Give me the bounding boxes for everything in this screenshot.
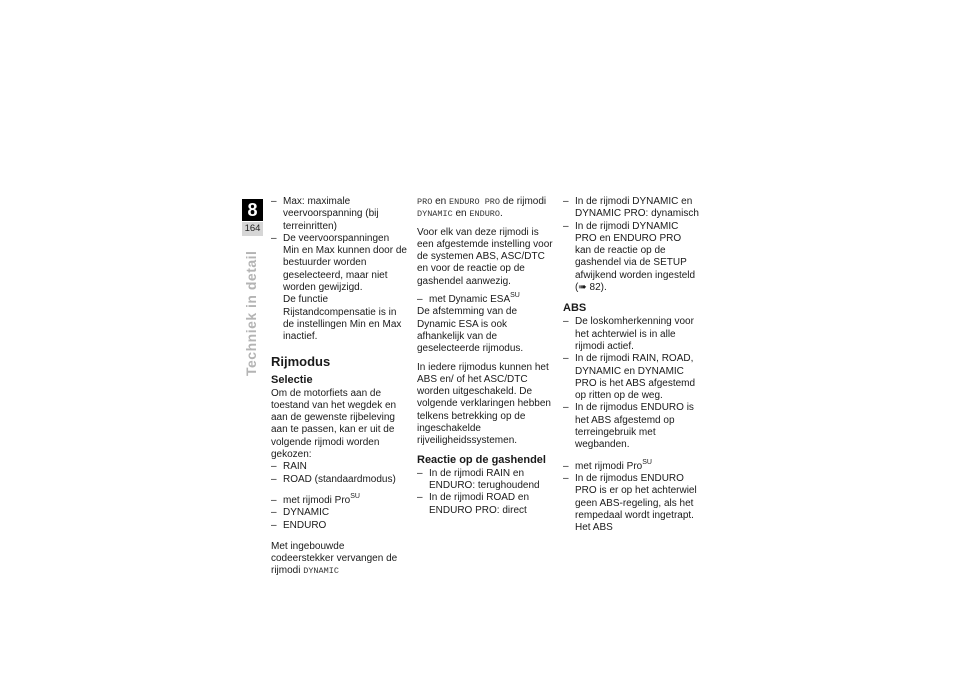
heading-rijmodus: Rijmodus — [271, 353, 331, 369]
list-item: – In de rijmodi ROAD en ENDURO PRO: direct — [417, 492, 554, 517]
list-item: – Max: maximale veervoorspanning (bij terreinritten) — [271, 196, 408, 233]
list-item — [271, 233, 408, 344]
option-intro — [417, 294, 554, 306]
option-superscript: SU — [350, 492, 360, 500]
column-3 — [563, 196, 700, 534]
list-item: – In de rijmodus ENDURO is het ABS afgestemd op terreingebruik met wegbanden. — [563, 402, 700, 451]
mode-code: DYNAMIC — [417, 209, 453, 220]
mode-code: DYNAMIC — [303, 566, 339, 577]
list-item: – ENDURO — [271, 520, 408, 532]
paragraph-text: Met ingebouwde codeerstekker vervangen de rijmodi — [271, 540, 398, 577]
list-item: – In de rijmodi DYNAMIC en DYNAMIC PRO: dynamisch — [563, 196, 700, 221]
column-2 — [417, 196, 554, 517]
page-number: 164 — [242, 222, 263, 236]
mode-code: PRO — [417, 197, 433, 207]
mode-code: ENDURO — [469, 209, 501, 220]
section-title: Techniek in detail — [243, 250, 259, 376]
list-item: – In de rijmodi RAIN en ENDURO: terughoudend — [417, 468, 554, 493]
paragraph: PRO en ENDURO PRO de rijmodi DYNAMIC en ENDURO. — [417, 196, 547, 220]
option-intro — [271, 492, 408, 507]
column-1 — [271, 196, 408, 584]
list-item: – In de rijmodi RAIN, ROAD, DYNAMIC en DYNAMIC PRO is het ABS afgestemd op ritten op de weg. — [563, 353, 700, 402]
paragraph: De afstemming van de Dynamic ESA is ook afhankelijk van de geselecteerde rijmodus. — [417, 306, 524, 355]
option-superscript: SU — [642, 458, 652, 466]
text: en — [455, 208, 467, 220]
option-intro-text: met rijmodi Pro — [575, 460, 643, 472]
mode-code: ENDURO PRO — [449, 197, 501, 207]
heading-reactie: Reactie op de gashendel — [417, 453, 546, 466]
list-item-text: In de rijmodi DYNAMIC PRO en ENDURO PRO kan de reactie op de gashendel via de SETUP afwijkend worden ingesteld — [575, 220, 696, 281]
chapter-number: 8 — [242, 199, 263, 221]
text: en — [435, 196, 447, 207]
option-intro — [563, 458, 700, 473]
paragraph: Voor elk van deze rijmodi is een afgestemde instelling voor de systemen ABS, ASC/DTC en voor de reactie op de gashendel aanwezig. — [417, 226, 553, 287]
list-item: – RAIN — [271, 461, 408, 473]
list-item: – DYNAMIC — [271, 507, 408, 519]
heading-abs: ABS — [563, 302, 587, 315]
list-item: – In de rijmodus ENDURO PRO is er op het achterwiel geen ABS-regeling, als het rempedaal wordt ingetrapt. Het ABS — [563, 473, 700, 534]
paragraph: In iedere rijmodus kunnen het ABS en/ of het ASC/DTC worden uitgeschakeld. De volgende verklaringen hebben telkens betrekking op de ingeschakelde rijveiligheidssystemen. — [417, 361, 551, 447]
list-item-text: De functie Rijstandcompensatie is in de instellingen Min en Max inactief. — [283, 294, 402, 343]
list-item: – In de rijmodi DYNAMIC PRO en ENDURO PRO kan de reactie op de gashendel via de SETUP afwijkend worden ingesteld (➠ 82). — [563, 221, 700, 295]
list-item: – De loskomherkenning voor het achterwiel is in alle rijmodi actief. — [563, 316, 700, 353]
heading-selectie: Selectie — [271, 373, 313, 386]
option-intro-text: met Dynamic ESA — [429, 294, 511, 306]
list-item: – ROAD (standaardmodus) — [271, 474, 408, 486]
option-superscript: SU — [510, 292, 520, 300]
list-item-text: De veervoorspanningen Min en Max kunnen door de bestuurder worden geselecteerd, maar niet worden gewijzigd. — [283, 232, 407, 294]
page-reference-link[interactable]: 82 — [589, 282, 601, 294]
option-intro-text: met rijmodi Pro — [283, 494, 351, 506]
arrow-icon: ➠ — [578, 282, 587, 294]
paragraph: Om de motorfiets aan de toestand van het wegdek en aan de gewenste rijbeleving aan te passen, kan er uit de volgende rijmodi worden gekozen: — [271, 387, 397, 461]
paragraph — [271, 541, 408, 578]
text: de rijmodi — [502, 196, 547, 207]
